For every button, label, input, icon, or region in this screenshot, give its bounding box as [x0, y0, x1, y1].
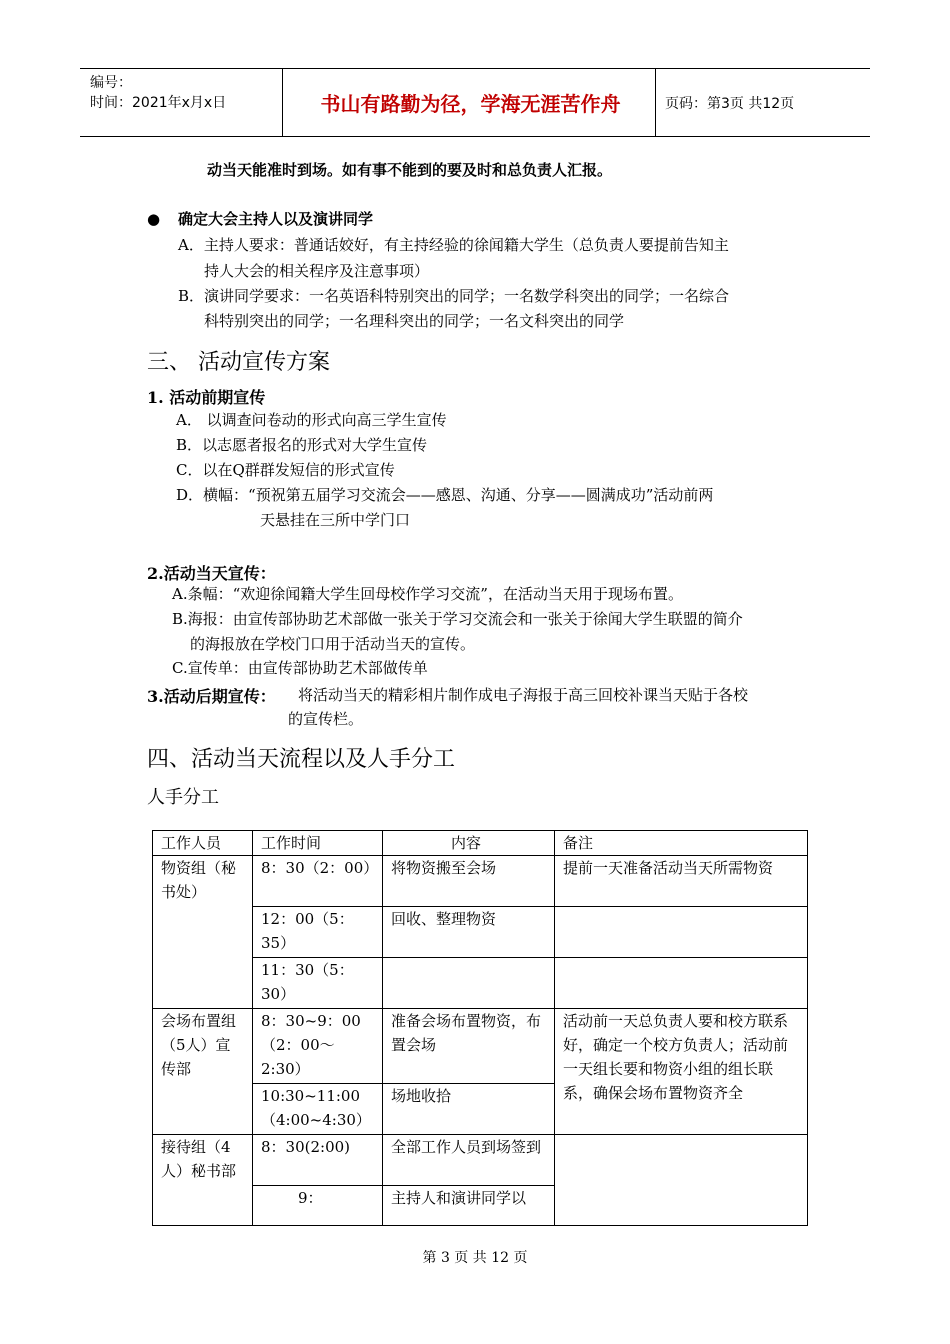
post-publicity-text-cont: 的宣传栏。: [288, 710, 364, 728]
page-footer: 第 3 页 共 12 页: [422, 1250, 528, 1266]
content-cell: 准备会场布置物资，布置会场: [383, 1009, 555, 1084]
table-header-cell: 备注: [555, 831, 808, 856]
note-cell: [555, 1135, 808, 1226]
header-page-number: 页码：第3页 共12页: [665, 95, 795, 112]
section-4-title: 四、活动当天流程以及人手分工: [147, 747, 456, 772]
section-4-subtitle: 人手分工: [147, 787, 219, 808]
table-row: [153, 1009, 808, 1084]
table-header-cell: 内容: [383, 831, 555, 856]
header-divider: [655, 69, 656, 136]
note-cell: [555, 907, 808, 958]
staff-cell: 会场布置组（5人）宣传部: [153, 1009, 253, 1135]
day-publicity-b-cont: 的海报放在学校门口用于活动当天的宣传。: [190, 635, 476, 653]
day-publicity-b: B.海报：由宣传部协助艺术部做一张关于学习交流会和一张关于徐闻大学生联盟的简介: [172, 610, 743, 628]
day-publicity-title: 2.活动当天宣传：: [147, 564, 276, 583]
table-row: [153, 856, 808, 907]
table-header-cell: 工作时间: [253, 831, 383, 856]
pre-publicity-c: C．以在Q群群发短信的形式宣传: [176, 461, 395, 479]
time-cell: 11：30（5：30）: [253, 958, 383, 1009]
pre-publicity-a: A． 以调查问卷动的形式向高三学生宣传: [176, 411, 447, 429]
staff-cell: 接待组（4人）秘书部: [153, 1135, 253, 1226]
time-cell: 8：30(2:00): [253, 1135, 383, 1186]
host-section-title: 确定大会主持人以及演讲同学: [178, 210, 374, 228]
content-cell: 全部工作人员到场签到: [383, 1135, 555, 1186]
header-motto: 书山有路勤为径，学海无涯苦作舟: [320, 92, 621, 116]
host-requirement-a-cont: 持人大会的相关程序及注意事项）: [204, 262, 430, 280]
table-row: [153, 1135, 808, 1186]
content-cell: 将物资搬至会场: [383, 856, 555, 907]
section-3-title: 三、 活动宣传方案: [147, 350, 330, 375]
content-cell: 回收、整理物资: [383, 907, 555, 958]
post-publicity-text: 将活动当天的精彩相片制作成电子海报于高三回校补课当天贴于各校: [298, 686, 749, 704]
page-header: [80, 68, 870, 137]
pre-publicity-b: B．以志愿者报名的形式对大学生宣传: [176, 436, 428, 454]
note-cell: 活动前一天总负责人要和校方联系好，确定一个校方负责人；活动前一天组长要和物资小组的组长联系，确保会场布置物资齐全: [555, 1009, 808, 1135]
table-header-cell: 工作人员: [153, 831, 253, 856]
content-cell: 场地收拾: [383, 1084, 555, 1135]
post-publicity-title: 3.活动后期宣传：: [147, 687, 276, 706]
note-cell: 提前一天准备活动当天所需物资: [555, 856, 808, 907]
table-header-row: [153, 831, 808, 856]
host-requirement-b-cont: 科特别突出的同学；一名理科突出的同学；一名文科突出的同学: [204, 312, 625, 330]
content-cell: [383, 958, 555, 1009]
header-time: 时间：2021年x月x日: [90, 95, 227, 111]
content-cell: 主持人和演讲同学以: [383, 1186, 555, 1226]
staff-cell: 物资组（秘书处）: [153, 856, 253, 1009]
header-meta: [90, 73, 226, 113]
pre-publicity-d-cont: 天悬挂在三所中学门口: [260, 511, 411, 529]
time-cell: 8：30（2：00）: [253, 856, 383, 907]
staff-assignment-table: [152, 830, 808, 1226]
host-requirement-a: A．主持人要求：普通话姣好，有主持经验的徐闻籍大学生（总负责人要提前告知主: [178, 236, 729, 254]
time-cell: 9：: [253, 1186, 383, 1226]
note-cell: [555, 958, 808, 1009]
time-cell: 12：00（5：35）: [253, 907, 383, 958]
day-publicity-c: C.宣传单：由宣传部协助艺术部做传单: [172, 659, 428, 677]
header-number: 编号：: [90, 75, 132, 91]
time-cell: 8：30~9：00（2：00～2:30）: [253, 1009, 383, 1084]
pre-publicity-title: 1. 活动前期宣传: [147, 388, 266, 407]
host-requirement-b: B．演讲同学要求：一名英语科特别突出的同学；一名数学科突出的同学；一名综合: [178, 287, 730, 305]
day-publicity-a: A.条幅：“欢迎徐闻籍大学生回母校作学习交流”，在活动当天用于现场布置。: [172, 585, 683, 603]
bullet-icon: ●: [147, 210, 161, 228]
intro-line: 动当天能准时到场。如有事不能到的要及时和总负责人汇报。: [207, 161, 613, 179]
time-cell: 10:30~11:00（4:00~4:30）: [253, 1084, 383, 1135]
pre-publicity-d: D．横幅：“预祝第五届学习交流会——感恩、沟通、分享——圆满成功”活动前两: [176, 486, 714, 504]
